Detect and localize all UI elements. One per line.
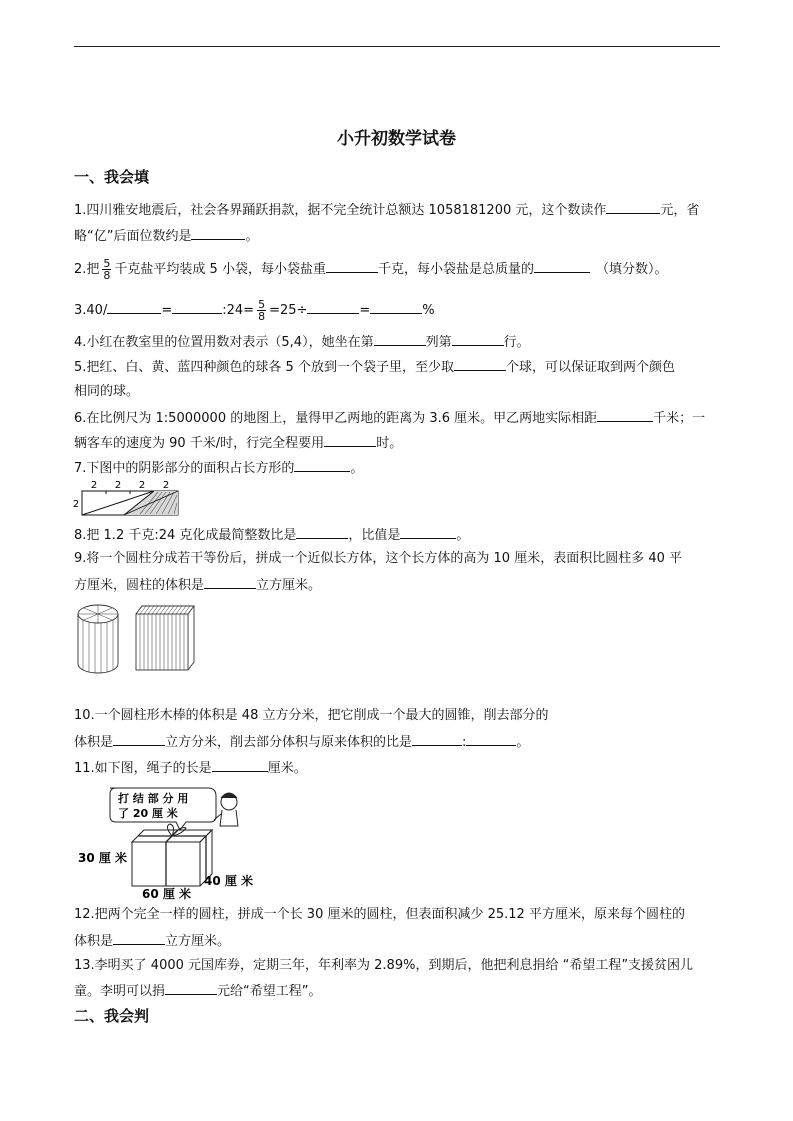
answer-blank[interactable]	[606, 201, 660, 214]
answer-blank[interactable]	[172, 301, 222, 314]
answer-blank[interactable]	[534, 260, 590, 273]
question-13-line-2: 童。李明可以捐 元给“希望工程”。	[74, 984, 322, 999]
cuboid-drawing	[136, 606, 194, 670]
answer-blank[interactable]	[113, 733, 165, 746]
section-heading-fill: 一、我会填	[74, 168, 150, 186]
question-4: 4.小红在教室里的位置用数对表示（5,4），她坐在第 列第 行。	[74, 335, 530, 350]
question-5-line-1: 5.把红、白、黄、蓝四种颜色的球各 5 个放到一个袋子里，至少取 个球，可以保证取到两个颜色	[74, 360, 675, 375]
question-2: 2.把 $\frac{5}{8}$ 千克盐平均装成 5 小袋，每小袋盐重 千克，每小袋盐是总质量的 （填分数）。	[74, 257, 668, 282]
fraction: $\frac{5}{8}$	[258, 298, 266, 323]
shaded-rectangle-figure	[74, 478, 186, 518]
cylinder-to-cuboid-figure	[74, 600, 202, 680]
bubble-text: 了 20 厘 米	[118, 807, 178, 820]
question-9-line-1: 9.将一个圆柱分成若干等份后，拼成一个近似长方体，这个长方体的高为 10 厘米，表面积比圆柱多 40 平	[74, 551, 683, 566]
answer-blank[interactable]	[294, 459, 350, 472]
answer-blank[interactable]	[400, 526, 456, 539]
answer-blank[interactable]	[307, 301, 359, 314]
answer-blank[interactable]	[165, 982, 217, 995]
question-5-line-2: 相同的球。	[74, 384, 140, 399]
fraction: $\frac{5}{8}$	[103, 257, 111, 282]
question-11: 11.如下图，绳子的长是 厘米。	[74, 761, 307, 776]
question-6-line-1: 6.在比例尺为 1:5000000 的地图上，量得甲乙两地的距离为 3.6 厘米。甲乙两地实际相距 千米；一	[74, 411, 706, 426]
answer-blank[interactable]	[326, 260, 378, 273]
dimension-label: 2	[162, 480, 170, 491]
page-title: 小升初数学试卷	[337, 129, 456, 149]
answer-blank[interactable]	[296, 526, 348, 539]
width-label: 40 厘 米	[204, 874, 254, 888]
answer-blank[interactable]	[107, 301, 161, 314]
answer-blank[interactable]	[454, 358, 506, 371]
answer-blank[interactable]	[374, 333, 426, 346]
question-8: 8.把 1.2 千克:24 克化成最简整数比是 ，比值是 。	[74, 528, 470, 543]
question-12-line-2: 体积是 立方厘米。	[74, 934, 231, 949]
question-1-line-1: 1.四川雅安地震后，社会各界踊跃捐款，据不完全统计总额达 1058181200 元，这个数读作 元，省	[74, 203, 700, 218]
answer-blank[interactable]	[212, 759, 268, 772]
question-9-line-2: 方厘米，圆柱的体积是 立方厘米。	[74, 578, 322, 593]
answer-blank[interactable]	[204, 576, 256, 589]
question-7: 7.下图中的阴影部分的面积占长方形的 。	[74, 461, 364, 476]
gift-box-figure	[76, 786, 266, 901]
answer-blank[interactable]	[191, 227, 245, 240]
answer-blank[interactable]	[597, 409, 653, 422]
question-12-line-1: 12.把两个完全一样的圆柱，拼成一个长 30 厘米的圆柱，但表面积减少 25.12 平方厘米，原来每个圆柱的	[74, 907, 685, 922]
question-10-line-2: 体积是 立方分米，削去部分体积与原来体积的比是 : 。	[74, 735, 530, 750]
dimension-label: 2	[138, 480, 146, 491]
question-6-line-2: 辆客车的速度为 90 千米/时，行完全程要用 时。	[74, 436, 403, 451]
cylinder-drawing	[78, 605, 118, 673]
height-label: 30 厘 米	[78, 851, 128, 865]
question-1-line-2: 略“亿”后面位数约是 。	[74, 229, 259, 244]
question-13-line-1: 13.李明买了 4000 元国库券，定期三年，年利率为 2.89%，到期后，他把利息捐给 “希望工程”支援贫困儿	[74, 958, 694, 973]
answer-blank[interactable]	[324, 434, 376, 447]
bubble-text: 打 结 部 分 用	[118, 792, 189, 805]
answer-blank[interactable]	[370, 301, 422, 314]
question-10-line-1: 10.一个圆柱形木棒的体积是 48 立方分米，把它削成一个最大的圆锥，削去部分的	[74, 708, 549, 723]
answer-blank[interactable]	[452, 333, 504, 346]
dimension-label: 2	[90, 480, 98, 491]
length-label: 60 厘 米	[142, 887, 192, 901]
section-heading-judge: 二、我会判	[74, 1007, 150, 1025]
child-icon	[214, 793, 238, 826]
box-drawing	[132, 824, 212, 886]
answer-blank[interactable]	[113, 932, 165, 945]
dimension-label: 2	[72, 499, 80, 510]
header-rule	[74, 46, 720, 47]
dimension-label: 2	[114, 480, 122, 491]
answer-blank[interactable]	[412, 733, 462, 746]
answer-blank[interactable]	[466, 733, 516, 746]
question-3: 3.40/ = :24= $\frac{5}{8}$ =25÷ = %	[74, 298, 435, 323]
